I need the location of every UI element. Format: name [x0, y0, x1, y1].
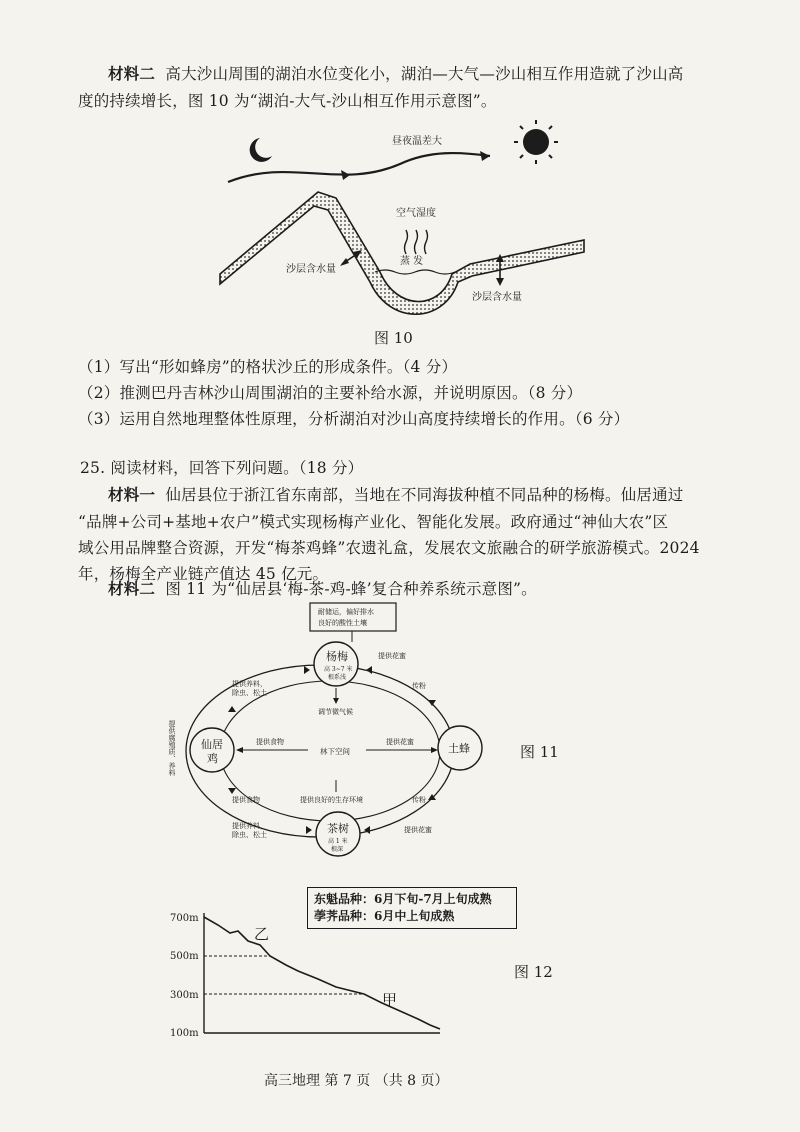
- svg-text:提供花蜜: 提供花蜜: [404, 826, 432, 834]
- svg-text:提供养料，: 提供养料，: [232, 680, 267, 688]
- figure-11-caption: 图 11: [520, 743, 559, 761]
- label-yi: 乙: [254, 925, 270, 943]
- q25-m2-label: 材料二: [108, 579, 156, 598]
- svg-text:提供食物: 提供食物: [232, 796, 260, 804]
- node-chicken-label: 仙居: [201, 738, 223, 751]
- q25-m1-line4: 年，杨梅全产业链产值达 45 亿元。: [78, 565, 329, 583]
- svg-text:提供花蜜: 提供花蜜: [378, 652, 406, 660]
- label-evaporation: 蒸 发: [400, 256, 424, 267]
- figure-11-compound-system-diagram: [160, 598, 490, 860]
- evaporation-arrows: [405, 230, 428, 254]
- q25-m2-line: 材料二 图 11 为“仙居县‘梅-茶-鸡-蜂’复合种养系统示意图”。: [108, 579, 537, 598]
- svg-text:除虫、松土: 除虫、松土: [232, 689, 267, 697]
- node-tea-label: 茶树: [327, 822, 349, 835]
- label-day-night-temp-diff: 昼夜温差大: [392, 136, 442, 147]
- q24-sub3: （3）运用自然地理整体性原理，分析湖泊对沙山高度持续增长的作用。（6 分）: [78, 410, 630, 428]
- svg-text:除虫、松土: 除虫、松土: [232, 831, 267, 839]
- sun-icon: [514, 120, 558, 164]
- material2-line2: 度的持续增长，图 10 为“湖泊-大气-沙山相互作用示意图”。: [78, 92, 497, 110]
- page-footer: 高三地理 第 7 页 （共 8 页）: [264, 1073, 449, 1089]
- elevation-line: [204, 917, 440, 1029]
- q25-m1-label: 材料一: [108, 485, 156, 504]
- legend-dongkui: 东魁品种：6月下旬-7月上旬成熟: [314, 892, 492, 906]
- svg-text:高 1 米: 高 1 米: [328, 838, 348, 845]
- box-line-2: 良好的酸性土壤: [318, 619, 367, 627]
- center-label: 林下空间: [320, 747, 350, 756]
- node-yangmei-label: 杨梅: [326, 650, 348, 663]
- svg-text:提供花蜜: 提供花蜜: [386, 738, 414, 746]
- tick-700m: 700m: [170, 913, 199, 924]
- svg-text:鸡: 鸡: [207, 752, 218, 765]
- svg-text:根深: 根深: [331, 846, 344, 853]
- box-line-1: 耐储运，偏好排水: [318, 608, 374, 616]
- label-sand-water-left: 沙层含水量: [286, 264, 336, 275]
- q25-m1-line3: 域公用品牌整合资源，开发“梅茶鸡蜂”农遗礼盒，发展农文旅融合的研学旅游模式。2024: [78, 539, 700, 557]
- moon-icon: [250, 138, 272, 162]
- q25-m1-line2: “品牌+公司+基地+农户”模式实现杨梅产业化、智能化发展。政府通过“神仙大农”区: [78, 513, 669, 531]
- q25-heading: 25. 阅读材料，回答下列问题。（18 分）: [80, 459, 364, 477]
- lake-surface: [375, 270, 455, 274]
- wind-arrow: [228, 153, 490, 182]
- figure-12-caption: 图 12: [514, 963, 553, 981]
- q24-sub1: （1）写出“形如蜂房”的格状沙丘的形成条件。（4 分）: [78, 358, 458, 376]
- svg-text:提供良好的生存环境: 提供良好的生存环境: [300, 796, 363, 804]
- svg-text:根系浅: 根系浅: [328, 674, 347, 681]
- figure-10-caption: 图 10: [374, 329, 413, 347]
- tick-100m: 100m: [170, 1028, 199, 1039]
- svg-text:传粉: 传粉: [412, 796, 426, 804]
- material2-line1: 材料二 高大沙山周围的湖泊水位变化小，湖泊—大气—沙山相互作用造就了沙山高: [108, 64, 684, 83]
- svg-text:提供养料，: 提供养料，: [232, 822, 267, 830]
- tick-300m: 300m: [170, 990, 199, 1001]
- q25-m1-line1: 材料一 仙居县位于浙江省东南部，当地在不同海拔种植不同品种的杨梅。仙居通过: [108, 485, 684, 504]
- label-jia: 甲: [382, 991, 398, 1009]
- svg-text:提供食物: 提供食物: [256, 738, 284, 746]
- svg-text:调节微气候: 调节微气候: [318, 708, 353, 716]
- label-air-humidity: 空气湿度: [396, 208, 436, 219]
- legend-biqi: 荸荠品种：6月中上旬成熟: [314, 909, 455, 923]
- node-bee-label: 土蜂: [448, 742, 470, 755]
- svg-text:高 3~7 米: 高 3~7 米: [324, 666, 353, 673]
- figure-12-elevation-profile: [168, 905, 458, 1039]
- tick-500m: 500m: [170, 951, 199, 962]
- q24-sub2: （2）推测巴丹吉林沙山周围湖泊的主要补给水源，并说明原因。（8 分）: [78, 384, 583, 402]
- svg-text:传粉: 传粉: [412, 682, 426, 690]
- label-sand-water-right: 沙层含水量: [472, 292, 522, 303]
- left-vertical-label: 提供腐殖质、养料: [168, 720, 176, 776]
- figure-10-lake-atmosphere-sand-diagram: [200, 112, 590, 336]
- material2-label: 材料二: [108, 64, 156, 83]
